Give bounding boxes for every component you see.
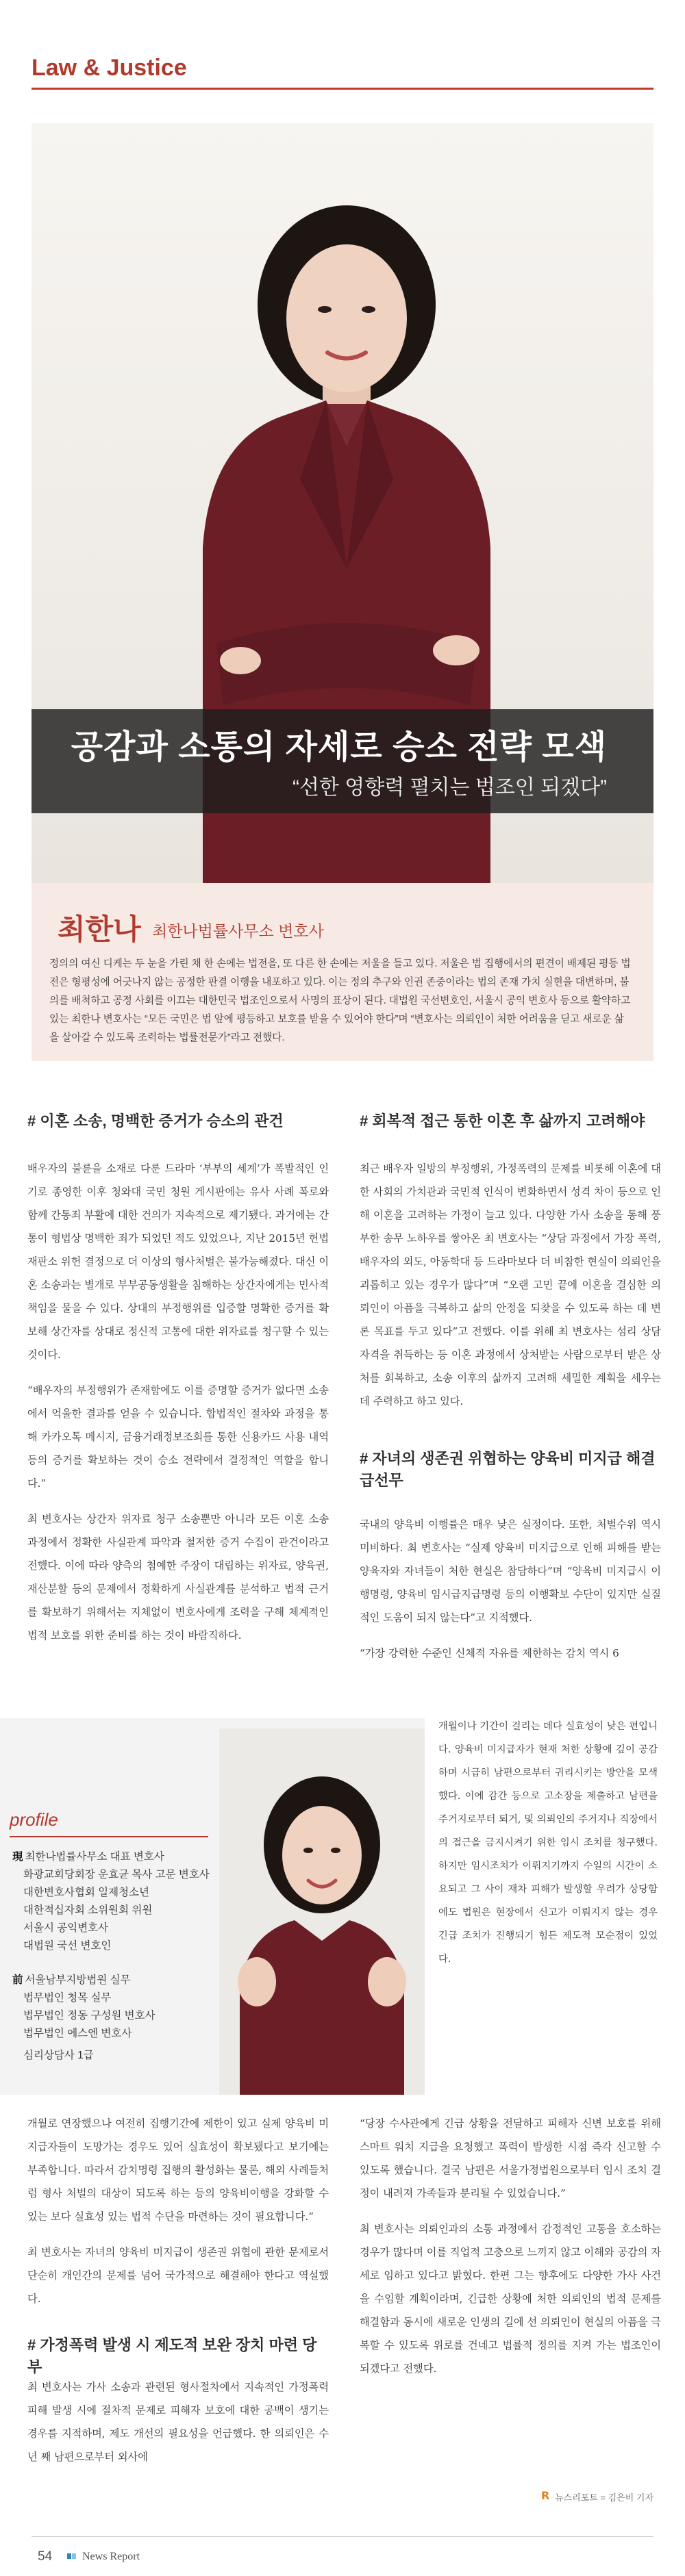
paragraph: 최 변호사는 의뢰인과의 소통 과정에서 감정적인 고통을 호소하는 경우가 많다며 이를 직업적 고충으로 느끼지 않고 이해와 공감의 자세로 임하고 있다고 밝혔다. 한편 그는 향후에도 다양한 가사 사건을 수임할 계획이라며, 긴급한 상황에 처한 의뢰인의 법적 문제를 해결함과 동시에 새로운 인생의 길에 선 의뢰인이 현실의 아픔을 극복할 수 있도록 위로를 건네고 법률적 정의를 지켜 가는 법조인이 되겠다고 전했다.	[360, 2223, 661, 2375]
profile-item: 대법원 국선 변호인	[23, 1940, 112, 1952]
magazine-name: News Report	[82, 2551, 140, 2562]
intro-paragraph: 정의의 여신 디케는 두 눈을 가린 채 한 손에는 법전을, 또 다른 한 손에는 저울을 들고 있다. 저울은 법 집행에서의 편견이 배제된 평등 법전은 형평성에 어긋나지 않는 공정한 판결 이행을 내포하고 있다. 이는 정의 추구와 인권 존중이라는 법의 존재 가치 실현을 대변하며, 불의를 배척하고 공정 사회를 이끄는 대한민국 법조인으로서 사명의 표상이 된다. 대법원 국선변호인, 서울시 공익 변호사 등으로 활약하고 있는 최한나 변호사는 “모든 국민은 법 앞에 평등하고 보호를 받을 수 있어야 한다”며 “변호사는 의뢰인이 처한 어려움을 딛고 새로운 삶을 살아갈 수 있도록 조력하는 법률전문가”라고 전했다.	[49, 958, 631, 1043]
profile-item: 대한변호사협회 일제청소년	[23, 1887, 149, 1898]
column-right-bottom	[360, 2112, 661, 2393]
heading-divorce-evidence: # 이혼 소송, 명백한 증거가 승소의 관건	[27, 1112, 284, 1130]
paragraph: 최근 배우자 일방의 부정행위, 가정폭력의 문제를 비롯해 이혼에 대한 사회의 가치관과 국민적 인식이 변화하면서 성격 차이 등으로 인해 이혼을 고려하는 가정이 늘고 있다. 다양한 가사 소송을 통해 풍부한 송무 노하우를 쌓아온 최 변호사는 “상담 과정에서 가장 폭력, 배우자의 외도, 아동학대 등 드라마보다 더 비참한 현실이 의뢰인을 괴롭히고 있는 경우가 많다”며 “오랜 고민 끝에 이혼을 결심한 의뢰인이 아픔을 극복하고 삶의 안정을 되찾을 수 있도록 하는 데 변론 목표를 두고 있다”고 전했다. 이를 위해 최 변호사는 섬리 상담 자격을 취득하는 등 이혼 과정에서 상처받는 사람으로부터 받은 상처를 회복하고, 소송 이후의 삶까지 고려해 세밀한 계획을 세우는 데 주력하고 하고 있다.	[360, 1162, 661, 1407]
article-headline: 공감과 소통의 자세로 승소 전략 모색	[71, 729, 607, 765]
profile-label: profile	[10, 1809, 58, 1830]
paragraph: 국내의 양육비 이행률은 매우 낮은 실정이다. 또한, 처벌수위 역시 미비하다. 최 변호사는 “실제 양육비 미지급으로 인해 피해를 받는 양육자와 자녀들이 처한 현실은 참담하다”며 “양육비 미지급시 이행명령, 양육비 임시급지급명령 등의 이행확보 수단이 있지만 실질적인 도움이 되지 않는다”고 지적했다.	[360, 1518, 661, 1624]
profile-item: 화광교회당회장 운효균 목사 고문 변호사	[23, 1869, 210, 1880]
profile-current-list	[12, 1848, 218, 1955]
column-left-top	[27, 1157, 329, 1659]
paragraph: 배우자의 불륜을 소재로 다룬 드라마 ‘부부의 세계’가 폭발적인 인기로 종영한 이후 청와대 국민 청원 게시판에는 유사 사례 폭로와 함께 간통죄 부활에 대한 건의가 지속적으로 제기됐다. 과거에는 간통이 형법상 명백한 죄가 되었던 적도 있었으나, 지난 2015년 헌법재판소 위헌 결정으로 더 이상의 형사처벌은 불가능해졌다. 대신 이혼 소송과는 별개로 부부공동생활을 침해하는 상간자에게는 민사적 책임을 물을 수 있다. 상대의 부정행위를 입증할 명확한 증거를 확보해 상간자를 상대로 정신적 고통에 대한 위자료를 청구할 수 있는 것이다.	[27, 1162, 329, 1361]
paragraph: “배우자의 부정행위가 존재함에도 이를 증명할 증거가 없다면 소송에서 억울한 결과를 얻을 수 있습니다. 합법적인 절차와 과정을 통해 카카오톡 메시지, 금융거래정보조회를 통한 신용카드 사용 내역 등의 증거를 확보하는 것이 승소 전략에서 결정적인 역할을 합니다.”	[27, 1384, 329, 1490]
profile-item: 법무법인 정동 구성원 변호사	[23, 2010, 155, 2022]
profile-item: 법무법인 청목 실무	[23, 1992, 112, 2004]
byline-credit: 뉴스리포트 = 김은비 기자	[555, 2492, 654, 2503]
profile-item: 서울시 공익변호사	[23, 1922, 109, 1934]
profile-former-list	[12, 1972, 218, 2065]
profile-divider	[10, 1836, 208, 1837]
column-left-bottom	[27, 2112, 329, 2323]
hero-photo	[32, 123, 653, 883]
paragraph: “당장 수사관에게 긴급 상황을 전달하고 피해자 신변 보호를 위해 스마트 워치 지급을 요청했고 폭력이 발생한 시점 즉각 신고할 수 있도록 했습니다. 결국 남편은 서울가정법원으로부터 임시 조치 결정이 내려져 가족들과 분리될 수 있었습니다.”	[360, 2117, 661, 2199]
person-title: 최한나법률사무소 변호사	[152, 922, 324, 940]
profile-item: 심리상담사 1급	[23, 2050, 94, 2061]
paragraph: 개월이나 기간이 걸리는 데다 실효성이 낮은 편입니다. 양육비 미지급자가 현재 처한 상황에 깊이 공감하며 시급히 남편으로부터 귀리시키는 방안을 모색했다. 이에 감간 등으로 고소장을 제출하고 남편을 주거지로부터 퇴거, 및 의뢰인의 주거지나 직장에서의 접근을 금지시켜기 위한 임시 조치를 청구했다. 하지만 임시조치가 이뤄지기까지 수일의 시간이 소요되고 그 사이 재차 피해가 발생할 우려가 상당함에도 법원은 현장에서 신고가 이뤄지지 않는 경우 긴급 조치가 진행되기 힘든 제도적 모순점이 있었다.	[438, 1721, 658, 1965]
current-tag: 現	[12, 1851, 23, 1863]
news-report-logo-icon: R	[541, 2489, 550, 2502]
article-subheadline: “선한 영향력 펼치는 법조인 되겠다”	[292, 776, 607, 799]
former-tag: 前	[12, 1974, 23, 1986]
profile-portrait	[219, 1729, 425, 2095]
profile-item: 前 서울남부지방법원 실무	[12, 1974, 131, 1986]
page-number: 54	[38, 2549, 53, 2564]
heading-restorative-approach: # 회복적 접근 통한 이혼 후 삶까지 고려해야	[360, 1112, 645, 1130]
person-name: 최한나	[58, 913, 141, 945]
section-label: Law & Justice	[32, 55, 187, 81]
column-left-bottom2	[27, 2375, 329, 2481]
column-right-wrap	[438, 1715, 658, 1983]
section-divider	[32, 88, 653, 90]
paragraph: 최 변호사는 가사 소송과 관련된 형사절차에서 지속적인 가정폭력 피해 발생 시에 절차적 문제로 피해자 보호에 대한 공백이 생기는 경우를 지적하며, 제도 개선의 필요성을 언급했다. 한 의뢰인은 수년 째 남편으로부터 외사에	[27, 2381, 329, 2463]
profile-item: 現 최한나법률사무소 대표 변호사	[12, 1851, 164, 1863]
heading-child-support: # 자녀의 생존권 위협하는 양육비 미지급 해결 급선무	[360, 1450, 656, 1489]
heading-domestic-violence: # 가정폭력 발생 시 제도적 보완 장치 마련 당부	[27, 2336, 317, 2375]
magazine-logo-icon	[67, 2552, 77, 2560]
paragraph: 최 변호사는 자녀의 양육비 미지급이 생존권 위협에 관한 문제로서 단순히 개인간의 문제를 넘어 국가적으로 해결해야 한다고 역설했다.	[27, 2246, 329, 2305]
profile-item: 법무법인 에스엔 변호사	[23, 2028, 132, 2039]
footer-divider	[32, 2536, 653, 2537]
paragraph: 개월로 연장했으나 여전히 집행기간에 제한이 있고 실제 양육비 미지급자들이 도망가는 경우도 있어 실효성이 확보됐다고 보기에는 부족합니다. 따라서 감치명령 집행의 활성화는 물론, 해외 사례들처럼 형사 처벌의 대상이 되도록 하는 등의 양육비이행을 강화할 수 있는 보다 실효성 있는 법적 수단을 마련하는 것이 필요합니다.”	[27, 2117, 329, 2223]
paragraph: 최 변호사는 상간자 위자료 청구 소송뿐만 아니라 모든 이혼 소송 과정에서 정확한 사실관계 파악과 철저한 증거 수집이 관건이라고 전했다. 이에 따라 양측의 첨예한 주장이 대립하는 위자료, 양육권, 재산분할 등의 문제에서 정확하게 사실관계를 분석하고 법적 근거를 확보하기 위해서는 지체없이 변호사에게 조력을 구해 체계적인 법적 보호를 위한 준비를 하는 것이 바람직하다.	[27, 1513, 329, 1642]
column-right-mid	[360, 1513, 661, 1677]
profile-item: 대한적십자회 소위원회 위원	[23, 1904, 153, 1916]
profile-photo	[219, 1729, 425, 2095]
column-right-top	[360, 1157, 661, 1425]
paragraph: “가장 강력한 수준인 신체적 자유를 제한하는 감치 역시 6	[360, 1647, 619, 1659]
